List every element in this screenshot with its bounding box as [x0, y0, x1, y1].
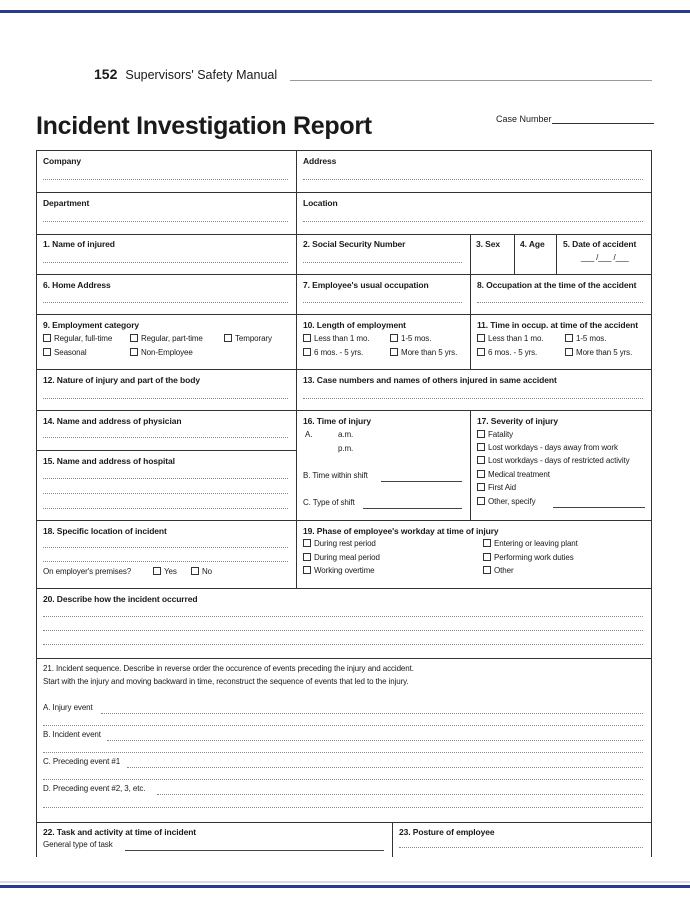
emp-regular-full-option[interactable]: Regular, full-time [43, 334, 112, 343]
phase-entering-option[interactable]: Entering or leaving plant [483, 539, 578, 548]
home-address-label: 6. Home Address [43, 280, 111, 290]
date-slots: ___ /___ /___ [581, 253, 629, 262]
employment-category-cell [37, 315, 297, 370]
sev-other-line[interactable] [553, 507, 645, 508]
address-cell[interactable] [297, 151, 651, 193]
time-in-occupation-cell [471, 315, 651, 370]
sev-medical-option[interactable]: Medical treatment [477, 470, 550, 479]
time-pm-option[interactable]: p.m. [338, 444, 354, 453]
posture-label: 23. Posture of employee [399, 827, 495, 837]
describe-label: 20. Describe how the incident occurred [43, 594, 198, 604]
dotted-line [43, 398, 288, 399]
checkbox[interactable] [43, 348, 51, 356]
checkbox[interactable] [303, 539, 311, 547]
case-number-label: Case Number [496, 114, 552, 124]
dotted-line [43, 752, 643, 753]
department-label: Department [43, 198, 90, 208]
dotted-line [43, 179, 288, 180]
dotted-line [43, 807, 643, 808]
occ-6to5-option[interactable]: 6 mos. - 5 yrs. [477, 348, 537, 357]
dotted-line [43, 437, 288, 438]
specific-location-cell[interactable] [37, 521, 297, 589]
checkbox[interactable] [477, 497, 485, 505]
usual-occupation-cell[interactable] [297, 275, 471, 315]
age-label: 4. Age [520, 239, 545, 249]
time-a-label: A. [305, 430, 313, 439]
checkbox[interactable] [483, 566, 491, 574]
checkbox[interactable] [565, 348, 573, 356]
sequence-cell [37, 659, 651, 823]
checkbox[interactable] [303, 348, 311, 356]
task-activity-cell[interactable] [37, 823, 393, 857]
checkbox[interactable] [483, 539, 491, 547]
seq-a-line[interactable] [101, 713, 643, 714]
dotted-line [43, 478, 288, 479]
checkbox[interactable] [303, 334, 311, 342]
checkbox[interactable] [303, 553, 311, 561]
emp-non-employee-option[interactable]: Non-Employee [130, 348, 193, 357]
dotted-line [43, 493, 288, 494]
top-border [0, 10, 690, 13]
name-injured-label: 1. Name of injured [43, 239, 115, 249]
dotted-line [399, 847, 643, 848]
seq-d-label: D. Preceding event #2, 3, etc. [43, 784, 146, 793]
sev-lost-restricted-option[interactable]: Lost workdays - days of restricted activity [477, 456, 630, 465]
dotted-line [43, 779, 643, 780]
nature-injury-cell[interactable] [37, 370, 297, 411]
ssn-cell[interactable] [297, 235, 471, 275]
manual-title: Supervisors' Safety Manual [125, 68, 278, 82]
checkbox[interactable] [565, 334, 573, 342]
dotted-line [477, 302, 643, 303]
task-activity-label: 22. Task and activity at time of incident [43, 827, 197, 837]
dotted-line [303, 302, 462, 303]
checkbox[interactable] [153, 567, 161, 575]
page-header [94, 66, 277, 82]
severity-cell [471, 411, 651, 521]
dotted-line [303, 221, 643, 222]
dotted-line [43, 547, 288, 548]
phase-performing-option[interactable]: Performing work duties [483, 553, 574, 562]
checkbox[interactable] [130, 334, 138, 342]
specific-location-label: 18. Specific location of incident [43, 526, 167, 536]
time-am-option[interactable]: a.m. [338, 430, 354, 439]
checkbox[interactable] [224, 334, 232, 342]
checkbox[interactable] [390, 348, 398, 356]
checkbox[interactable] [390, 334, 398, 342]
checkbox[interactable] [477, 443, 485, 451]
posture-cell[interactable] [393, 823, 651, 857]
case-number-field[interactable] [496, 114, 654, 124]
location-cell[interactable] [297, 193, 651, 235]
dotted-line [303, 179, 643, 180]
hospital-label: 15. Name and address of hospital [43, 456, 175, 466]
department-cell[interactable] [37, 193, 297, 235]
emp-seasonal-option[interactable]: Seasonal [43, 348, 87, 357]
phase-overtime-option[interactable]: Working overtime [303, 566, 375, 575]
len-6to5-option[interactable]: 6 mos. - 5 yrs. [303, 348, 363, 357]
physician-label: 14. Name and address of physician [43, 416, 182, 426]
seq-c-label: C. Preceding event #1 [43, 757, 121, 766]
name-injured-cell[interactable] [37, 235, 297, 275]
case-numbers-others-label: 13. Case numbers and names of others injured in same accident [303, 375, 557, 385]
emp-regular-part-option[interactable]: Regular, part-time [130, 334, 203, 343]
checkbox[interactable] [303, 566, 311, 574]
sev-first-aid-option[interactable]: First Aid [477, 483, 516, 492]
company-cell[interactable] [37, 151, 297, 193]
case-number-line[interactable] [552, 114, 654, 124]
checkbox[interactable] [43, 334, 51, 342]
general-task-line[interactable] [125, 850, 384, 851]
checkbox[interactable] [477, 430, 485, 438]
hospital-cell[interactable] [37, 451, 297, 521]
checkbox[interactable] [477, 483, 485, 491]
occ-less1-option[interactable]: Less than 1 mo. [477, 334, 543, 343]
dotted-line [43, 302, 288, 303]
checkbox[interactable] [191, 567, 199, 575]
on-premises-label: On employer's premises? [43, 567, 132, 576]
dotted-line [43, 630, 643, 631]
seq-d-line[interactable] [157, 794, 643, 795]
incident-form [36, 150, 652, 857]
sex-label: 3. Sex [476, 239, 500, 249]
occupation-time-cell[interactable] [471, 275, 651, 315]
dotted-line [303, 398, 643, 399]
usual-occupation-label: 7. Employee's usual occupation [303, 280, 429, 290]
length-employment-cell [297, 315, 471, 370]
dotted-line [43, 725, 643, 726]
seq-c-line[interactable] [127, 767, 643, 768]
sequence-instructions-2: Start with the injury and moving backward in time, reconstruct the sequence of events that led to the injury. [43, 677, 409, 686]
dotted-line [43, 644, 643, 645]
checkbox[interactable] [483, 553, 491, 561]
case-numbers-others-cell[interactable] [297, 370, 651, 411]
len-less1-option[interactable]: Less than 1 mo. [303, 334, 369, 343]
header-rule [290, 80, 652, 81]
page-number: 152 [94, 66, 118, 82]
sex-cell[interactable] [471, 235, 515, 275]
company-label: Company [43, 156, 82, 166]
describe-cell[interactable] [37, 589, 651, 659]
premises-yes-option[interactable]: Yes [153, 567, 177, 576]
phase-workday-cell [297, 521, 651, 589]
severity-label: 17. Severity of injury [477, 416, 558, 426]
nature-injury-label: 12. Nature of injury and part of the body [43, 375, 200, 385]
date-accident-label: 5. Date of accident [563, 239, 637, 249]
dotted-line [43, 616, 643, 617]
emp-temporary-option[interactable]: Temporary [224, 334, 272, 343]
time-in-occupation-label: 11. Time in occup. at time of the accident [477, 320, 638, 330]
dotted-line [43, 508, 288, 509]
employment-category-label: 9. Employment category [43, 320, 140, 330]
dotted-line [43, 262, 288, 263]
occ-more5-option[interactable]: More than 5 yrs. [565, 348, 632, 357]
phase-rest-option[interactable]: During rest period [303, 539, 376, 548]
form-title: Incident Investigation Report [36, 112, 372, 140]
sequence-instructions-1: 21. Incident sequence. Describe in reverse order the occurence of events preceding the injury and accident. [43, 664, 414, 673]
dotted-line [43, 561, 288, 562]
bottom-border-shadow [0, 881, 690, 883]
len-more5-option[interactable]: More than 5 yrs. [390, 348, 457, 357]
checkbox[interactable] [477, 348, 485, 356]
checkbox[interactable] [477, 470, 485, 478]
general-task-label: General type of task [43, 840, 113, 849]
occ-1to5-option[interactable]: 1-5 mos. [565, 334, 606, 343]
checkbox[interactable] [477, 456, 485, 464]
checkbox[interactable] [130, 348, 138, 356]
occupation-time-label: 8. Occupation at the time of the accident [477, 280, 637, 290]
sev-lost-away-option[interactable]: Lost workdays - days away from work [477, 443, 618, 452]
ssn-label: 2. Social Security Number [303, 239, 406, 249]
premises-no-option[interactable]: No [191, 567, 212, 576]
bottom-border [0, 885, 690, 888]
seq-b-label: B. Incident event [43, 730, 101, 739]
time-injury-cell [297, 411, 471, 521]
time-within-shift-label: B. Time within shift [303, 471, 368, 480]
sev-other-option[interactable]: Other, specify [477, 497, 536, 506]
dotted-line [43, 221, 288, 222]
length-employment-label: 10. Length of employment [303, 320, 406, 330]
seq-b-line[interactable] [107, 740, 643, 741]
location-label: Location [303, 198, 338, 208]
phase-meal-option[interactable]: During meal period [303, 553, 380, 562]
sev-fatality-option[interactable]: Fatality [477, 430, 513, 439]
home-address-cell[interactable] [37, 275, 297, 315]
date-accident-cell[interactable] [557, 235, 651, 275]
type-shift-line[interactable] [363, 508, 462, 509]
seq-a-label: A. Injury event [43, 703, 93, 712]
checkbox[interactable] [477, 334, 485, 342]
time-injury-label: 16. Time of injury [303, 416, 371, 426]
len-1to5-option[interactable]: 1-5 mos. [390, 334, 431, 343]
address-label: Address [303, 156, 337, 166]
time-within-shift-line[interactable] [381, 481, 462, 482]
phase-workday-label: 19. Phase of employee's workday at time of injury [303, 526, 499, 536]
dotted-line [303, 262, 462, 263]
age-cell[interactable] [515, 235, 557, 275]
type-shift-label: C. Type of shift [303, 498, 355, 507]
physician-cell[interactable] [37, 411, 297, 451]
phase-other-option[interactable]: Other [483, 566, 514, 575]
